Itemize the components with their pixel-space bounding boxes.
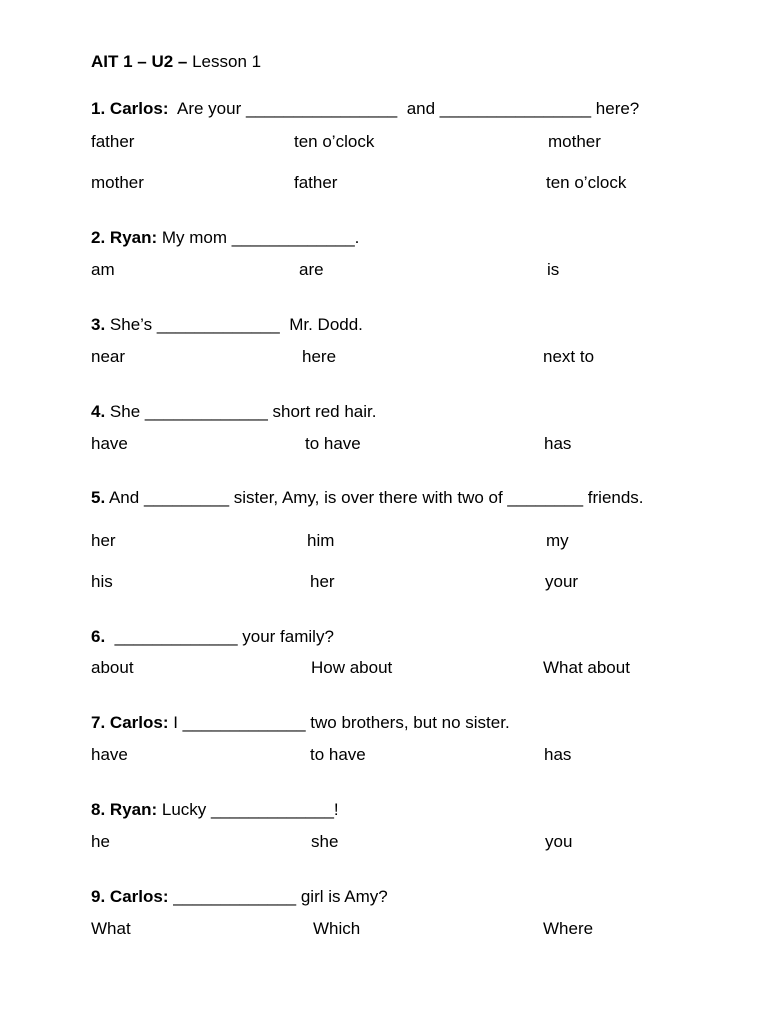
option: his bbox=[91, 572, 113, 591]
option: ten o’clock bbox=[546, 173, 627, 192]
question-number: 6. bbox=[91, 627, 106, 646]
option: What bbox=[91, 919, 131, 938]
option: How about bbox=[311, 658, 393, 677]
question-2 bbox=[91, 228, 359, 248]
question-text: And _________ sister, Amy, is over there with two of ________ friends. bbox=[105, 488, 644, 507]
option: her bbox=[91, 531, 116, 550]
speaker-label: Carlos: bbox=[109, 713, 169, 732]
option: am bbox=[91, 260, 115, 279]
speaker-label: Carlos: bbox=[109, 887, 169, 906]
option: her bbox=[310, 572, 335, 591]
option: Which bbox=[313, 919, 361, 938]
option: near bbox=[91, 347, 126, 366]
option: has bbox=[544, 434, 572, 453]
title-rest: Lesson 1 bbox=[187, 52, 262, 71]
option: she bbox=[311, 832, 339, 851]
option: father bbox=[91, 132, 135, 151]
title-bold: AIT 1 – U2 – bbox=[91, 52, 188, 71]
option: have bbox=[91, 745, 128, 764]
option: are bbox=[299, 260, 324, 279]
option: is bbox=[547, 260, 560, 279]
speaker-label: Ryan: bbox=[109, 800, 158, 819]
question-5 bbox=[91, 488, 644, 508]
option: next to bbox=[543, 347, 595, 366]
question-7 bbox=[91, 713, 510, 733]
option: Where bbox=[543, 919, 594, 938]
option: my bbox=[546, 531, 569, 550]
question-number: 1. bbox=[91, 99, 106, 118]
question-text: _____________ girl is Amy? bbox=[168, 887, 388, 906]
speaker-label: Ryan: bbox=[109, 228, 158, 247]
question-number: 3. bbox=[91, 315, 106, 334]
option: to have bbox=[305, 434, 361, 453]
question-number: 7. bbox=[91, 713, 106, 732]
question-number: 5. bbox=[91, 488, 106, 507]
question-9 bbox=[91, 887, 388, 907]
option: mother bbox=[91, 173, 144, 192]
question-text: Lucky _____________! bbox=[157, 800, 339, 819]
question-text: She’s _____________ Mr. Dodd. bbox=[105, 315, 363, 334]
option: ten o’clock bbox=[294, 132, 375, 151]
speaker-label: Carlos: bbox=[109, 99, 169, 118]
question-1 bbox=[91, 99, 639, 119]
question-text: _____________ your family? bbox=[105, 627, 334, 646]
question-text: Are your ________________ and ________________ here? bbox=[168, 99, 640, 118]
question-text: She _____________ short red hair. bbox=[105, 402, 377, 421]
option: here bbox=[302, 347, 337, 366]
question-3 bbox=[91, 315, 363, 335]
option: him bbox=[307, 531, 335, 550]
option: mother bbox=[548, 132, 601, 151]
option: you bbox=[545, 832, 573, 851]
option: has bbox=[544, 745, 572, 764]
question-4 bbox=[91, 402, 376, 422]
option: to have bbox=[310, 745, 366, 764]
question-number: 4. bbox=[91, 402, 106, 421]
option: about bbox=[91, 658, 134, 677]
question-6 bbox=[91, 627, 334, 647]
option: father bbox=[294, 173, 338, 192]
question-text: I _____________ two brothers, but no sister. bbox=[168, 713, 510, 732]
option: have bbox=[91, 434, 128, 453]
question-number: 2. bbox=[91, 228, 106, 247]
option: he bbox=[91, 832, 110, 851]
question-text: My mom _____________. bbox=[157, 228, 360, 247]
option: What about bbox=[543, 658, 630, 677]
worksheet-title bbox=[91, 52, 261, 72]
question-number: 9. bbox=[91, 887, 106, 906]
option: your bbox=[545, 572, 579, 591]
question-number: 8. bbox=[91, 800, 106, 819]
question-8 bbox=[91, 800, 339, 820]
